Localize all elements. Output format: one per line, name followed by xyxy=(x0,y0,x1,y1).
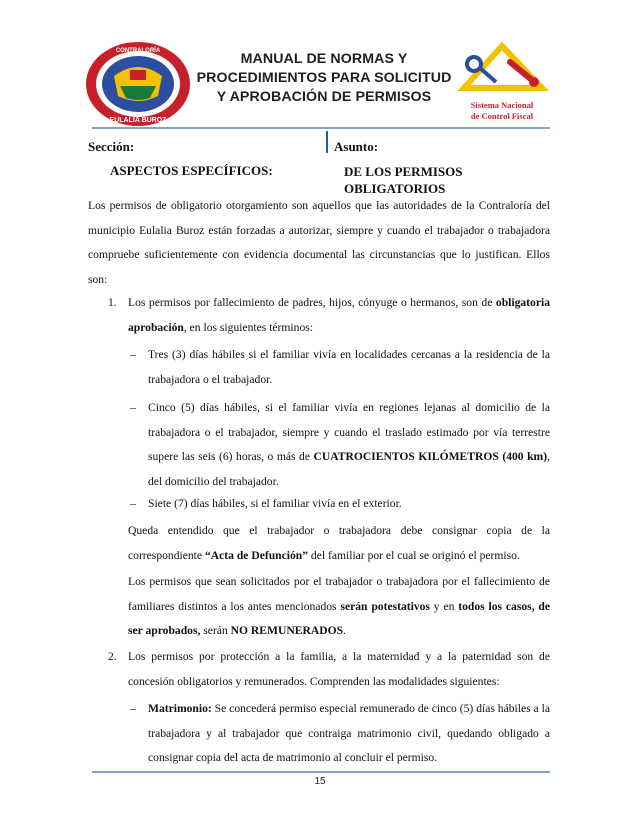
bullet-3-text: Siete (7) días hábiles, si el familiar vivía en el exterior. xyxy=(148,497,402,510)
item-2-text: Los permisos por protección a la familia, a la maternidad y a la paternidad son de concesión obligatorios y remunerados. Comprenden las modalidades siguientes: xyxy=(128,650,550,688)
para-1-b: del familiar por el cual se originó el permiso. xyxy=(308,548,520,562)
title-line-1: MANUAL DE NORMAS Y xyxy=(240,51,408,67)
header-divider xyxy=(92,127,550,129)
title-line-2: PROCEDIMIENTOS PARA SOLICITUD xyxy=(196,70,452,86)
asunto-value xyxy=(344,163,462,197)
para-2-bold-1: serán potestativos xyxy=(340,599,430,613)
bullet-dash-3: – xyxy=(130,497,136,510)
item-2-number: 2. xyxy=(108,650,117,663)
para-2-mid: y en xyxy=(429,599,459,613)
bullet-2-text-bold: CUATROCIENTOS KILÓMETROS (400 km) xyxy=(313,450,548,463)
item-1-text xyxy=(128,291,550,340)
section-label: Sección: xyxy=(88,139,135,154)
section-value: ASPECTOS ESPECÍFICOS: xyxy=(110,163,273,178)
item-2-bullet-text xyxy=(148,697,550,771)
manual-title xyxy=(196,50,452,107)
asunto-label: Asunto: xyxy=(334,139,379,154)
item-1-paragraph-1 xyxy=(128,519,550,568)
bullet-2-text-a: Cinco (5) días hábiles, si el familiar vivía en regiones lejanas al domicilio de la trabajadora o el trabajador, siempre y cuando el traslado estimado por vía terrestre supere las seis (6) horas, o más de xyxy=(148,401,550,463)
item-1-number: 1. xyxy=(108,296,117,309)
para-2-mid-2: serán xyxy=(200,624,231,637)
para-2-bold-2: todos los casos, de ser aprobados, xyxy=(128,599,551,637)
sistema-nacional-control-fiscal-logo xyxy=(452,38,552,134)
bullet-2-text xyxy=(148,396,550,494)
para-1-a: Queda entendido que el trabajador o trabajadora debe consignar copia de la correspondiente xyxy=(128,524,550,562)
page-number: 15 xyxy=(314,776,326,787)
para-2-bold-3: NO REMUNERADOS xyxy=(230,624,344,637)
item-1-text-b: , en los siguientes términos: xyxy=(183,320,313,334)
page-header xyxy=(0,0,638,130)
bullet-2-text-b: , del domicilio del trabajador. xyxy=(148,450,550,488)
logo-text-1: Sistema Nacional xyxy=(470,100,534,110)
matrimonio-text: Se concederá permiso especial remunerado de cinco (5) días hábiles a la trabajadora y al trabajador que contraiga matrimonio civil, quedando obligado a consignar copia del acta de matrimonio al concluir el permiso. xyxy=(148,702,550,764)
asunto-value-line-1: DE LOS PERMISOS xyxy=(344,164,463,179)
item-1-text-a: Los permisos por fallecimiento de padres, hijos, cónyuge o hermanos, son de xyxy=(128,296,496,309)
item-1-text-bold: obligatoria aprobación xyxy=(128,296,550,334)
para-2-end: . xyxy=(343,624,346,637)
bullet-1-text: Tres (3) días hábiles si el familiar vivía en localidades cercanas a la residencia de la trabajadora o el trabajador. xyxy=(148,348,550,386)
svg-text:CONTRALORÍA: CONTRALORÍA xyxy=(115,48,161,54)
item-2-bullet-dash: – xyxy=(130,702,136,715)
matrimonio-label: Matrimonio: xyxy=(148,702,212,715)
intro-paragraph: Los permisos de obligatorio otorgamiento son aquellos que las autoridades de la Contraloría del municipio Eulalia Buroz están forzadas a autorizar, siempre y cuando el trabajador o trabajadora compruebe suficientemente con evidencia documental las circunstancias que lo justifican. Ellos son: xyxy=(88,199,550,286)
footer-divider xyxy=(92,771,550,773)
header-vertical-divider xyxy=(326,131,328,153)
para-1-bold: “Acta de Defunción” xyxy=(204,548,309,562)
svg-text:EULALIA BUROZ: EULALIA BUROZ xyxy=(109,117,167,124)
item-1-paragraph-2 xyxy=(128,570,550,644)
para-2-a: Los permisos que sean solicitados por el trabajador o trabajadora por el fallecimiento de familiares distintos a los antes mencionados xyxy=(128,575,550,613)
contraloria-seal-logo xyxy=(84,40,192,130)
bullet-dash-1: – xyxy=(130,348,136,361)
logo-text-2: de Control Fiscal xyxy=(470,111,534,121)
bullet-dash-2: – xyxy=(130,401,136,414)
title-line-3: Y APROBACIÓN DE PERMISOS xyxy=(216,89,432,105)
asunto-value-line-2: OBLIGATORIOS xyxy=(344,181,446,196)
